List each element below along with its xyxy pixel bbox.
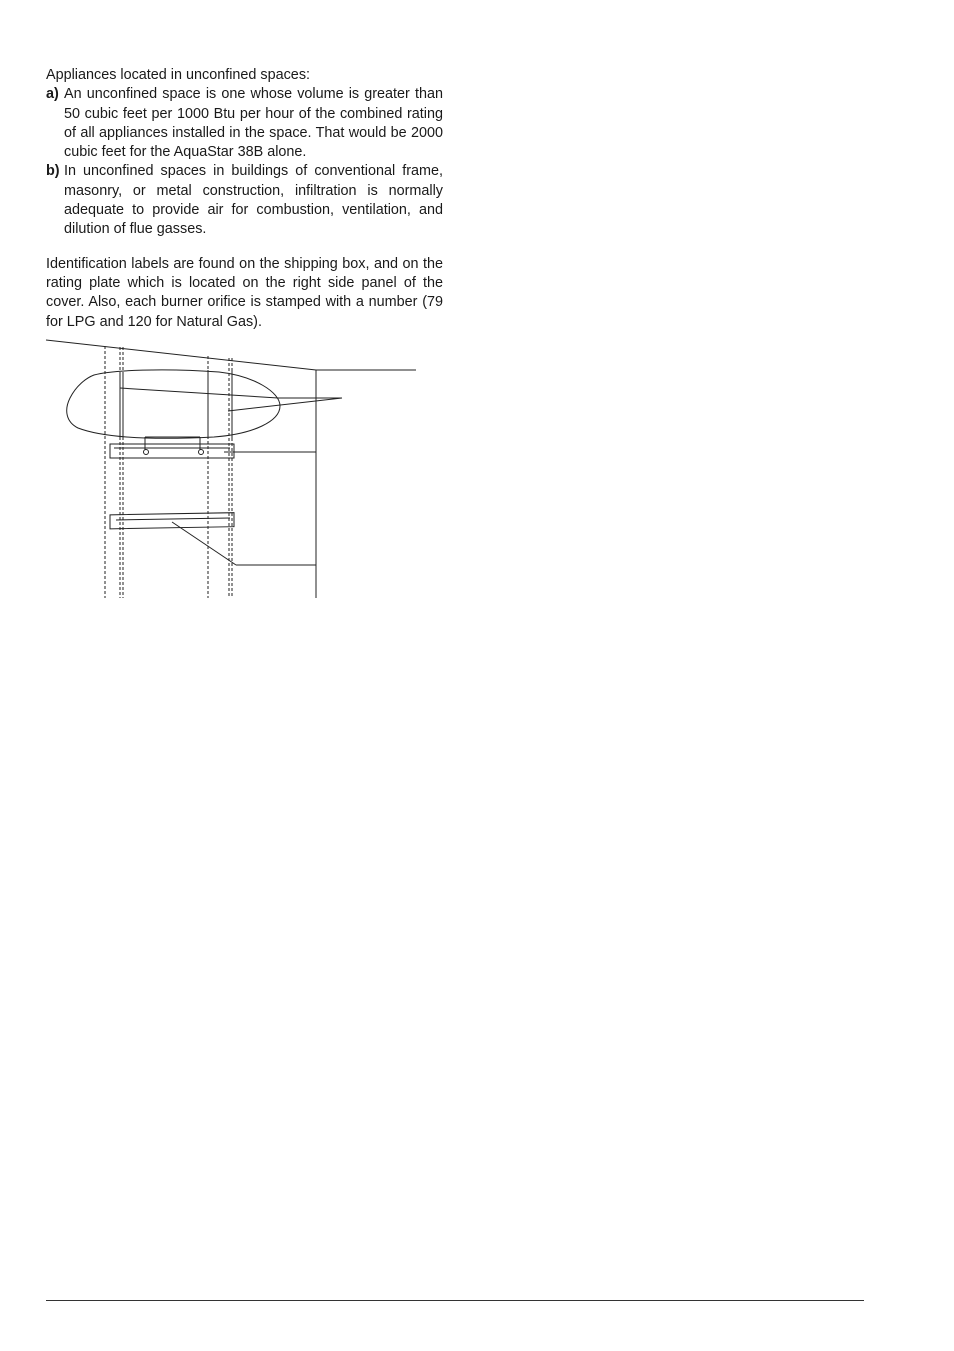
upper-mounting-bracket	[110, 444, 234, 458]
lower-mounting-bracket	[110, 513, 234, 529]
heater-leader-a	[228, 398, 342, 411]
heater-seam-line	[120, 388, 278, 398]
unconfined-spaces-heading: Appliances located in unconfined spaces:	[46, 67, 311, 83]
identification-paragraph: Identification labels are found on the shipping box, and on the rating plate which is located on the right side panel of the cover. Also, each burner orifice is stamped with a number (79 for LPG and 120 for Natural Gas).	[46, 255, 443, 330]
heater-body-outline	[67, 370, 280, 438]
text-column	[46, 66, 443, 332]
list-item-b-text: In unconfined spaces in buildings of conventional frame, masonry, or metal construction, infiltration is normally adequate to provide air for combustion, ventilation, and dilution of flue gasses.	[64, 163, 443, 238]
list-marker-a: a)	[46, 86, 59, 103]
list-marker-b: b)	[46, 163, 60, 180]
footer-rule	[46, 1300, 864, 1301]
lower-bracket-leader-diag	[172, 522, 236, 565]
ceiling-line	[46, 340, 316, 370]
list-item-a	[46, 85, 443, 162]
list-item-a-text: An unconfined space is one whose volume is greater than 50 cubic feet per 1000 Btu per hour of the combined rating of all appliances installed in the space. That would be 2000 cubic feet for the AquaStar 38B alone.	[64, 86, 443, 161]
lower-bracket-inner	[116, 518, 230, 520]
heater-wall-mount-diagram	[44, 336, 424, 600]
screw-hole-left	[144, 450, 149, 455]
list-item-b	[46, 162, 443, 239]
screw-hole-right	[199, 450, 204, 455]
